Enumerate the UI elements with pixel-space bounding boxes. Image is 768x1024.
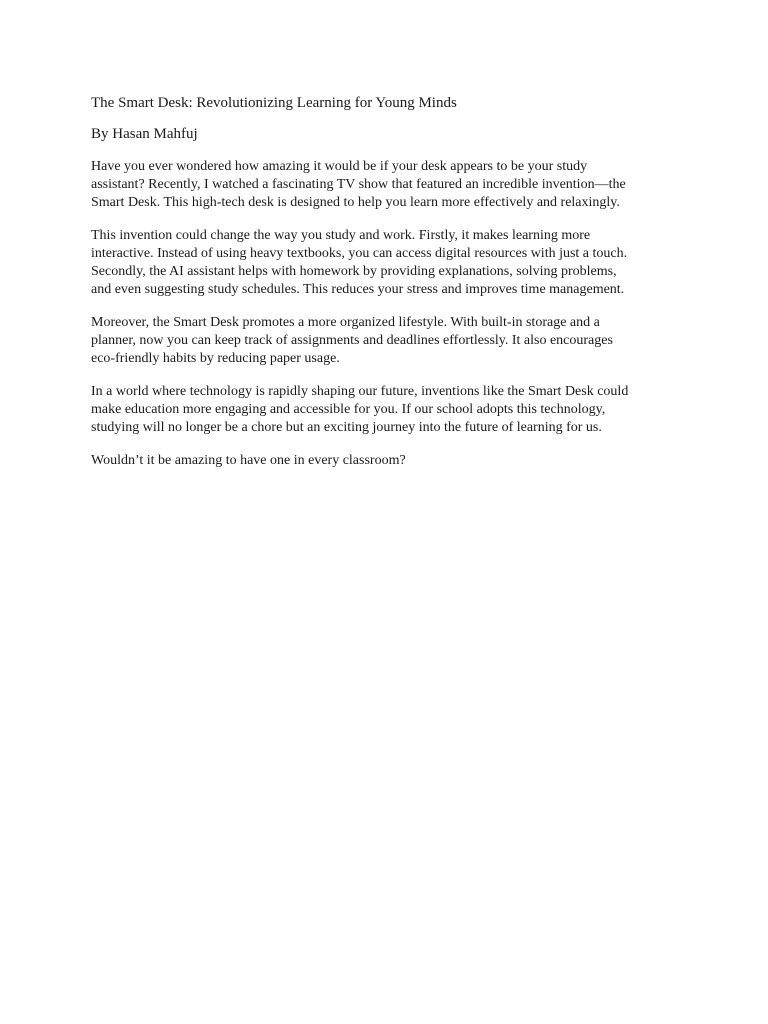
document-page (91, 93, 691, 485)
paragraph-future: In a world where technology is rapidly shaping our future, inventions like the Smart Desk could make education more engaging and accessible for you. If our school adopts this technology, studying will no longer be a chore but an exciting journey into the future of learning for us. (91, 384, 629, 435)
paragraph-organization: Moreover, the Smart Desk promotes a more organized lifestyle. With built-in storage and a planner, now you can keep track of assignments and deadlines effortlessly. It also encourages eco-friendly habits by reducing paper usage. (91, 315, 613, 366)
paragraph-benefits: This invention could change the way you study and work. Firstly, it makes learning more interactive. Instead of using heavy textbooks, you can access digital resources with just a touch. Secondly, the AI assistant helps with homework by providing explanations, solving problems, and even suggesting study schedules. This reduces your stress and improves time management. (91, 228, 628, 297)
paragraph-intro: Have you ever wondered how amazing it would be if your desk appears to be your study assistant? Recently, I watched a fascinating TV show that featured an incredible invention—the Smart Desk. This high-tech desk is designed to help you learn more effectively and relaxingly. (91, 159, 626, 210)
paragraph-closing: Wouldn’t it be amazing to have one in every classroom? (91, 453, 406, 468)
document-title: The Smart Desk: Revolutionizing Learning for Young Minds (91, 95, 457, 111)
author-byline: By Hasan Mahfuj (91, 126, 198, 142)
